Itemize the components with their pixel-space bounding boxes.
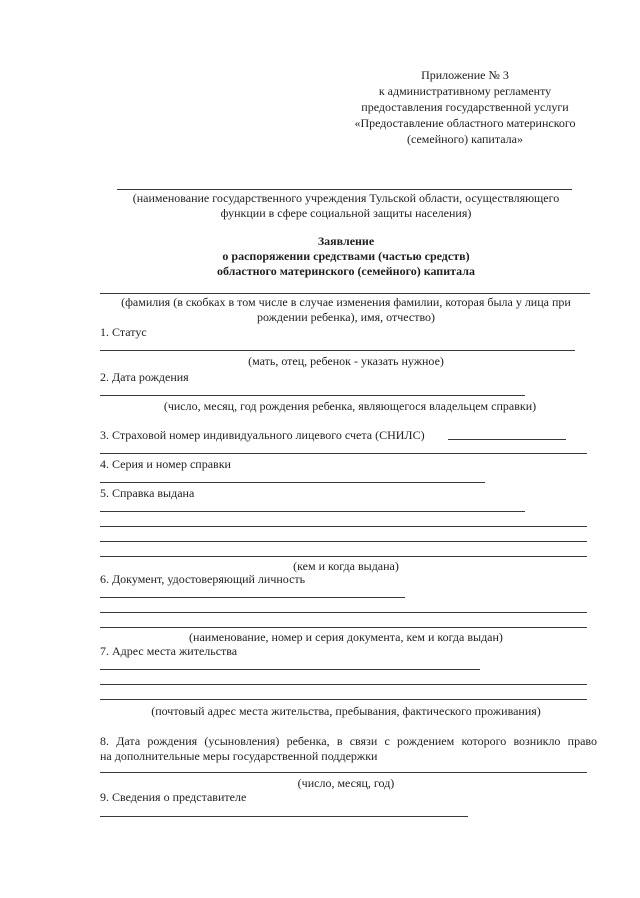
snils-line[interactable] (448, 439, 566, 440)
fullname-caption-line-1: (фамилия (в скобках в том числе в случае изменения фамилии, которая была у лица при (121, 295, 571, 309)
child-birth-text-line-1: 8. Дата рождения (усыновления) ребенка, в связи с рождением которого возникло право (100, 734, 597, 748)
fullname-line[interactable] (100, 293, 590, 294)
issued-line-4[interactable] (100, 556, 587, 557)
status-line[interactable] (100, 350, 575, 351)
appendix-line-5: (семейного) капитала» (407, 132, 523, 146)
id-doc-caption: (наименование, номер и серия документа, кем и когда выдан) (189, 630, 503, 644)
id-doc-line-2[interactable] (100, 612, 587, 613)
institution-caption-line-2: функции в сфере социальной защиты населения) (220, 206, 472, 220)
document-title (96, 234, 596, 278)
snils-continuation-line[interactable] (100, 453, 587, 454)
fullname-caption-line-2: рождении ребенка), имя, отчество) (256, 310, 436, 324)
child-birth-text-line-2: на дополнительные меры государственной поддержки (100, 749, 378, 763)
status-label: 1. Статус (100, 325, 147, 339)
title-line-2: о распоряжении средствами (частью средств) (222, 249, 470, 263)
issued-line-2[interactable] (100, 526, 587, 527)
institution-caption (96, 191, 596, 220)
certificate-label: 4. Серия и номер справки (100, 457, 231, 471)
issued-caption: (кем и когда выдана) (293, 559, 399, 573)
id-doc-line-1[interactable] (100, 597, 405, 598)
fullname-caption (96, 295, 596, 324)
representative-line[interactable] (100, 816, 468, 817)
issued-line-1[interactable] (100, 511, 525, 512)
title-line-1: Заявление (317, 234, 375, 248)
child-birth-caption: (число, месяц, год) (297, 776, 395, 790)
institution-line[interactable] (117, 189, 572, 190)
appendix-header (330, 68, 600, 146)
address-line-2[interactable] (100, 684, 587, 685)
institution-caption-line-1: (наименование государственного учреждения Тульской области, осуществляющего (132, 191, 560, 205)
appendix-line-2: к административному регламенту (378, 84, 552, 98)
birthdate-label: 2. Дата рождения (100, 370, 189, 384)
address-line-3[interactable] (100, 699, 587, 700)
birthdate-caption: (число, месяц, год рождения ребенка, являющегося владельцем справки) (163, 399, 537, 413)
address-line-1[interactable] (100, 669, 480, 670)
appendix-number: Приложение № 3 (421, 68, 509, 82)
birthdate-line[interactable] (100, 395, 525, 396)
child-birth-line[interactable] (100, 772, 587, 773)
snils-label: 3. Страховой номер индивидуального лицевого счета (СНИЛС) (100, 428, 425, 442)
address-label: 7. Адрес места жительства (100, 644, 238, 658)
certificate-line[interactable] (100, 482, 485, 483)
issued-label: 5. Справка выдана (100, 486, 195, 500)
id-doc-line-3[interactable] (100, 627, 587, 628)
title-line-3: областного материнского (семейного) капитала (216, 264, 475, 278)
issued-line-3[interactable] (100, 541, 587, 542)
appendix-line-3: предоставления государственной услуги (361, 100, 569, 114)
status-caption: (мать, отец, ребенок - указать нужное) (248, 354, 444, 368)
appendix-line-4: «Предоставление областного материнского (354, 116, 576, 130)
id-doc-label: 6. Документ, удостоверяющий личность (100, 572, 306, 586)
address-caption: (почтовый адрес места жительства, пребывания, фактического проживания) (151, 704, 541, 718)
representative-label: 9. Сведения о представителе (100, 790, 247, 804)
